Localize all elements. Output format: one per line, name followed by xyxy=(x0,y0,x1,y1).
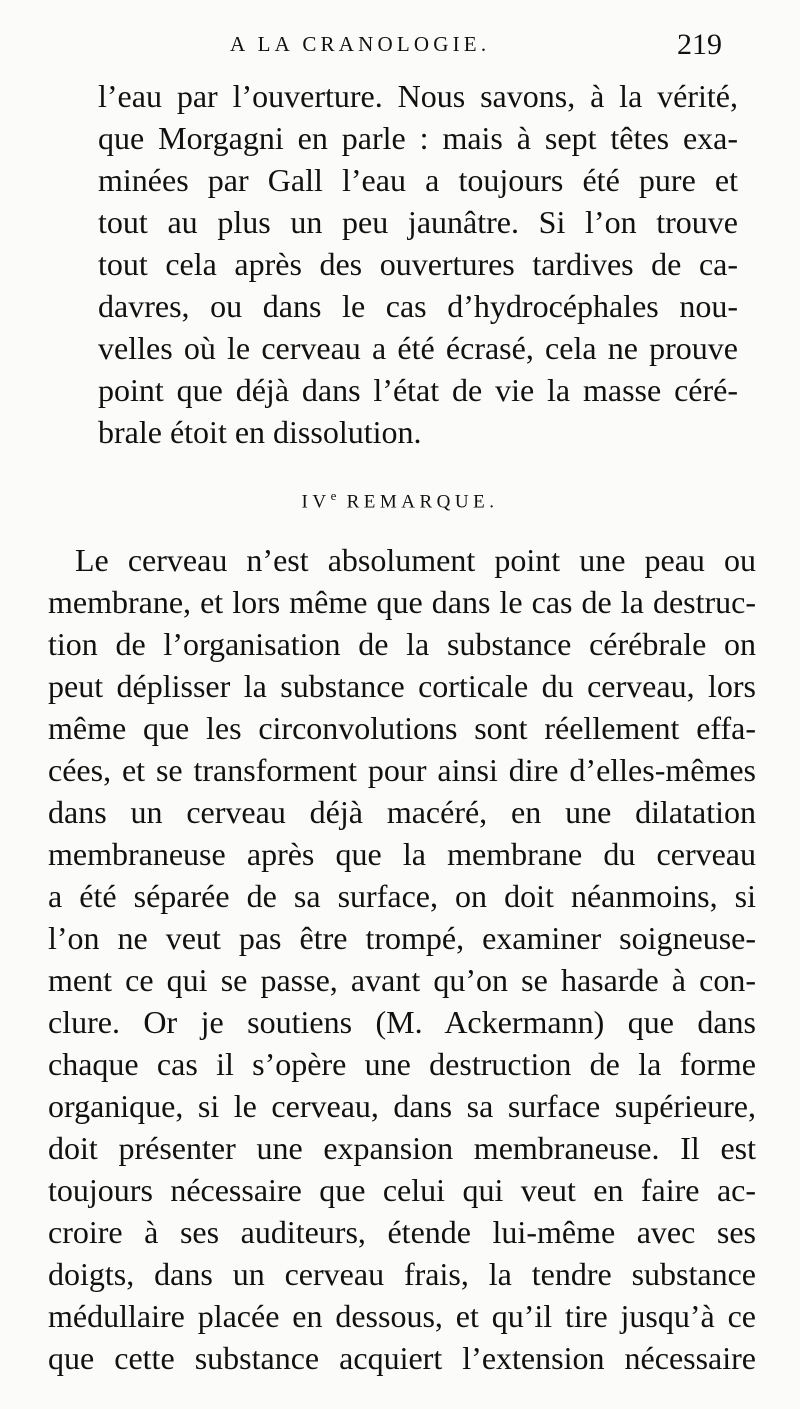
text-line: Le cerveau n’est absolument point une peau ou xyxy=(75,542,756,578)
text-line: chaque cas il s’opère une destruction de la forme xyxy=(48,1046,756,1082)
text-line: tion de l’organisation de la substance cérébrale on xyxy=(48,626,756,662)
running-head: A LA CRANOLOGIE. xyxy=(230,32,491,56)
text-line: clure. Or je soutiens (M. Ackermann) que dans xyxy=(48,1004,756,1040)
text-line: velles où le cerveau a été écrasé, cela ne prouve xyxy=(98,330,738,366)
text-line: croire à ses auditeurs, étende lui-même avec ses xyxy=(48,1214,756,1250)
section-numeral: IV xyxy=(301,491,331,513)
text-line: médullaire placée en dessous, et qu’il tire jusqu’à ce xyxy=(48,1298,756,1334)
text-line: peut déplisser la substance corticale du cerveau, lors xyxy=(48,668,756,704)
section-title: REMARQUE. xyxy=(346,491,499,513)
text-line: a été séparée de sa surface, on doit néanmoins, si xyxy=(48,878,756,914)
text-line: que Morgagni en parle : mais à sept têtes exa- xyxy=(98,120,738,156)
text-line: toujours nécessaire que celui qui veut en faire ac- xyxy=(48,1172,756,1208)
text-line: cées, et se transforment pour ainsi dire d’elles-mêmes xyxy=(48,752,756,788)
text-line: membrane, et lors même que dans le cas de la destruc- xyxy=(48,584,756,620)
text-line: même que les circonvolutions sont réellement effa- xyxy=(48,710,756,746)
text-line: organique, si le cerveau, dans sa surface supérieure, xyxy=(48,1088,756,1124)
text-line: membraneuse après que la membrane du cerveau xyxy=(48,836,756,872)
text-line: l’on ne veut pas être trompé, examiner soigneuse- xyxy=(48,920,756,956)
text-line: ment ce qui se passe, avant qu’on se hasarde à con- xyxy=(48,962,756,998)
section-heading xyxy=(0,488,800,513)
text-line: minées par Gall l’eau a toujours été pure et xyxy=(98,162,738,198)
text-line: davres, ou dans le cas d’hydrocéphales nou- xyxy=(98,288,738,324)
text-line: doit présenter une expansion membraneuse. Il est xyxy=(48,1130,756,1166)
page-header xyxy=(0,28,800,66)
text-line: tout au plus un peu jaunâtre. Si l’on trouve xyxy=(98,204,738,240)
text-line: que cette substance acquiert l’extension nécessaire xyxy=(48,1340,756,1376)
section-numeral-superscript: e xyxy=(330,488,338,503)
page-number: 219 xyxy=(677,28,722,61)
text-line: tout cela après des ouvertures tardives de ca- xyxy=(98,246,738,282)
text-line: dans un cerveau déjà macéré, en une dilatation xyxy=(48,794,756,830)
text-line: brale étoit en dissolution. xyxy=(98,414,422,450)
text-line: point que déjà dans l’état de vie la masse céré- xyxy=(98,372,738,408)
text-line: doigts, dans un cerveau frais, la tendre substance xyxy=(48,1256,756,1292)
text-line: l’eau par l’ouverture. Nous savons, à la vérité, xyxy=(98,78,738,114)
